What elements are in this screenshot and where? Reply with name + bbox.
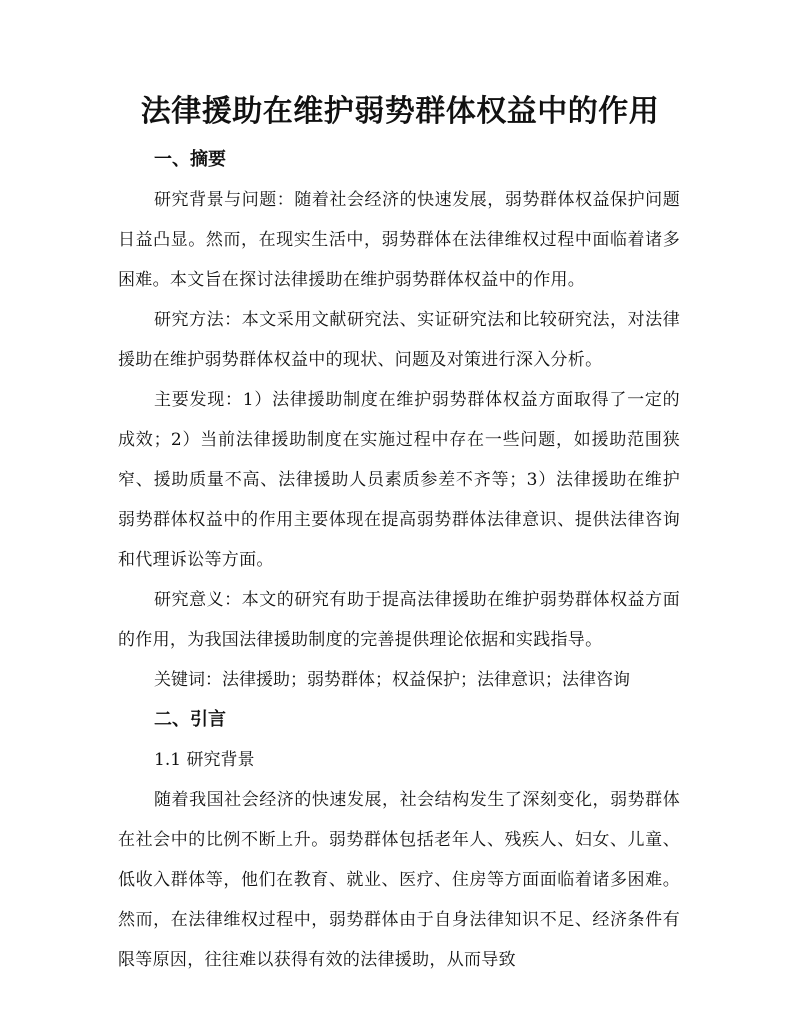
introduction-background-paragraph: 随着我国社会经济的快速发展，社会结构发生了深刻变化，弱势群体在社会中的比例不断上升。弱势群体包括老年人、残疾人、妇女、儿童、低收入群体等，他们在教育、就业、医疗、住房等方面面临着诸多困难。然而，在法律维权过程中，弱势群体由于自身法律知识不足、经济条件有限等原因，往往难以获得有效的法律援助，从而导致 — [118, 790, 680, 970]
document-body — [118, 140, 680, 980]
document-title: 法律援助在维护弱势群体权益中的作用 — [140, 94, 660, 129]
abstract-methods-paragraph: 研究方法：本文采用文献研究法、实证研究法和比较研究法，对法律援助在维护弱势群体权益中的现状、问题及对策进行深入分析。 — [118, 310, 680, 370]
abstract-background-paragraph: 研究背景与问题：随着社会经济的快速发展，弱势群体权益保护问题日益凸显。然而，在现实生活中，弱势群体在法律维权过程中面临着诸多困难。本文旨在探讨法律援助在维护弱势群体权益中的作用。 — [118, 190, 680, 290]
section-heading-abstract: 一、摘要 — [154, 149, 226, 170]
abstract-findings-paragraph: 主要发现：1）法律援助制度在维护弱势群体权益方面取得了一定的成效；2）当前法律援助制度在实施过程中存在一些问题，如援助范围狭窄、援助质量不高、法律援助人员素质参差不齐等；3）法律援助在维护弱势群体权益中的作用主要体现在提高弱势群体法律意识、提供法律咨询和代理诉讼等方面。 — [118, 390, 680, 570]
section-heading-introduction: 二、引言 — [154, 709, 226, 730]
abstract-significance-paragraph: 研究意义：本文的研究有助于提高法律援助在维护弱势群体权益方面的作用，为我国法律援助制度的完善提供理论依据和实践指导。 — [118, 590, 680, 650]
abstract-keywords: 关键词：法律援助；弱势群体；权益保护；法律意识；法律咨询 — [154, 670, 630, 690]
subsection-heading-background: 1.1 研究背景 — [154, 750, 255, 770]
